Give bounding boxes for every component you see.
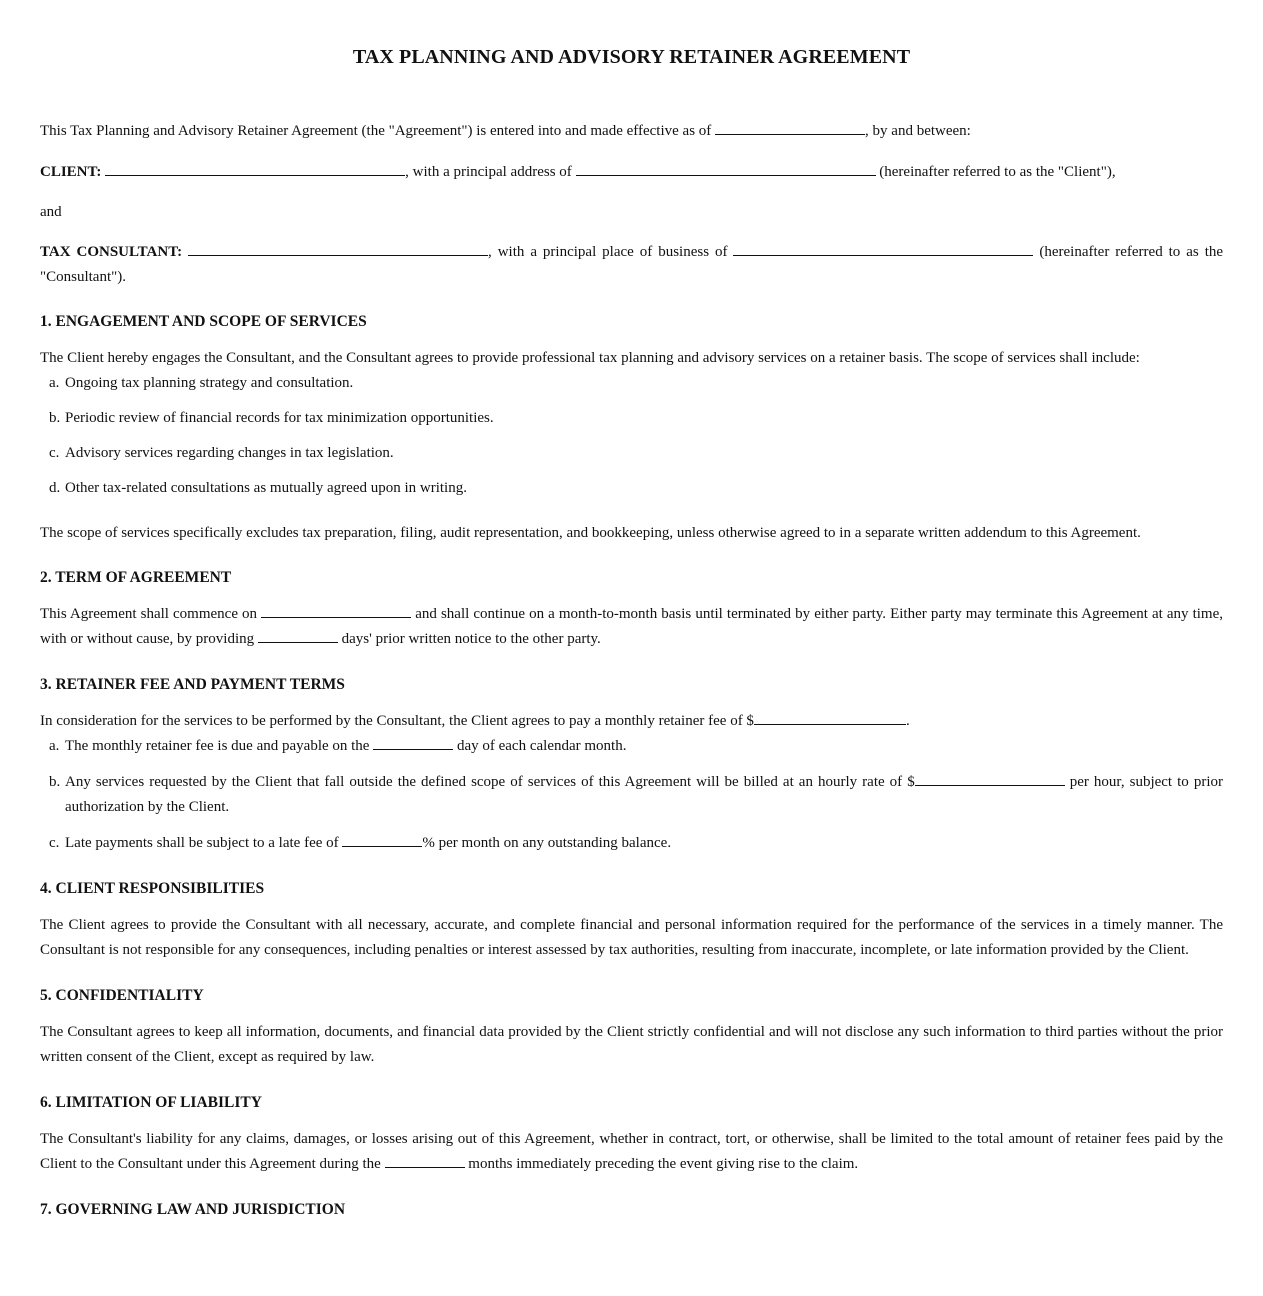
list-marker: b. [49, 774, 61, 790]
section-5-body: The Consultant agrees to keep all information, documents, and financial data provided by the Client strictly confidential and will not disclose any such information to third parties without the prior written consent of the Client, except as required by law. [40, 1024, 1223, 1065]
list-item-text: Ongoing tax planning strategy and consultation. [65, 375, 354, 391]
consultant-end-text: (hereinafter referred to as the "Consultant"). [40, 244, 1224, 285]
list-item-text-end: day of each calendar month. [453, 738, 627, 754]
consultant-address-blank[interactable] [733, 241, 1033, 256]
due-day-blank[interactable] [373, 735, 453, 750]
liability-months-blank[interactable] [385, 1153, 465, 1168]
section-1-heading: 1. ENGAGEMENT AND SCOPE OF SERVICES [40, 313, 367, 330]
liability-text-end: months immediately preceding the event giving rise to the claim. [464, 1156, 859, 1172]
section-6-heading: 6. LIMITATION OF LIABILITY [40, 1094, 262, 1111]
list-marker: b. [49, 410, 61, 426]
section-3-body [40, 709, 1223, 734]
list-item [40, 734, 1223, 759]
notice-days-blank[interactable] [258, 628, 338, 643]
list-item [40, 371, 1223, 396]
scope-exclusion: The scope of services specifically excludes tax preparation, filing, audit representation, and bookkeeping, unless otherwise agreed to in a separate written addendum to this Agreement. [40, 525, 1141, 541]
section-2-body [40, 602, 1223, 652]
payment-terms-list [40, 734, 1223, 856]
client-name-blank[interactable] [105, 161, 405, 176]
list-item-text: Other tax-related consultations as mutually agreed upon in writing. [65, 480, 467, 496]
consultant-paragraph [40, 240, 1223, 290]
hourly-rate-blank[interactable] [915, 771, 1065, 786]
list-item-text-end: % per month on any outstanding balance. [422, 835, 672, 851]
list-item [40, 441, 1223, 466]
term-text-3: days' prior written notice to the other party. [337, 631, 601, 647]
list-item-text: Any services requested by the Client that fall outside the defined scope of services of this Agreement will be billed at an hourly rate of $ [65, 774, 915, 790]
client-end-text: (hereinafter referred to as the "Client"), [875, 164, 1116, 180]
list-item [40, 406, 1223, 431]
section-4-heading: 4. CLIENT RESPONSIBILITIES [40, 880, 265, 897]
section-2-heading: 2. TERM OF AGREEMENT [40, 569, 232, 586]
term-text-1: This Agreement shall commence on [40, 606, 262, 622]
effective-date-blank[interactable] [715, 120, 865, 135]
client-label: CLIENT: [40, 164, 102, 180]
commence-date-blank[interactable] [261, 603, 411, 618]
consultant-label: TAX CONSULTANT: [40, 244, 183, 260]
client-mid-text: , with a principal address of [405, 164, 576, 180]
intro-text: This Tax Planning and Advisory Retainer Agreement (the "Agreement") is entered into and made effective as of [40, 123, 716, 139]
client-address-blank[interactable] [576, 161, 876, 176]
and-text: and [40, 204, 62, 220]
list-item-text: Periodic review of financial records for tax minimization opportunities. [65, 410, 494, 426]
consultant-name-blank[interactable] [188, 241, 488, 256]
document-title: TAX PLANNING AND ADVISORY RETAINER AGREEMENT [352, 46, 911, 68]
list-marker: a. [49, 738, 60, 754]
client-paragraph [40, 160, 1223, 185]
fee-text: In consideration for the services to be performed by the Consultant, the Client agrees to pay a monthly retainer fee of $ [40, 713, 754, 729]
list-item [40, 476, 1223, 501]
list-marker: c. [49, 835, 60, 851]
consultant-mid-text: , with a principal place of business of [488, 244, 734, 260]
section-5-heading: 5. CONFIDENTIALITY [40, 987, 204, 1004]
section-3-heading: 3. RETAINER FEE AND PAYMENT TERMS [40, 676, 345, 693]
list-item-text-end: per hour, subject to prior authorization by the Client. [65, 774, 1223, 815]
list-marker: c. [49, 445, 60, 461]
list-item-text: The monthly retainer fee is due and payable on the [65, 738, 374, 754]
retainer-fee-blank[interactable] [754, 710, 906, 725]
section-1-body: The Client hereby engages the Consultant, and the Consultant agrees to provide professional tax planning and advisory services on a retainer basis. The scope of services shall include: [40, 350, 1140, 366]
section-7-heading: 7. GOVERNING LAW AND JURISDICTION [40, 1201, 346, 1218]
liability-text: The Consultant's liability for any claims, damages, or losses arising out of this Agreement, whether in contract, tort, or otherwise, shall be limited to the total amount of retainer fees paid by the Client to the Consultant under this Agreement during the [40, 1131, 1223, 1172]
fee-text-end: . [905, 713, 910, 729]
list-item [40, 770, 1223, 820]
list-item-text: Late payments shall be subject to a late fee of [65, 835, 343, 851]
list-marker: d. [49, 480, 61, 496]
intro-text-end: , by and between: [865, 123, 971, 139]
list-marker: a. [49, 375, 60, 391]
term-text-2: and shall continue on a month-to-month basis until terminated by either party. Either party may terminate this Agreement at any time, with or without cause, by providing [40, 606, 1223, 647]
section-4-body: The Client agrees to provide the Consultant with all necessary, accurate, and complete financial and personal information required for the performance of the services in a timely manner. The Consultant is not responsible for any consequences, including penalties or interest assessed by tax authorities, resulting from inaccurate, incomplete, or late information provided by the Client. [40, 917, 1223, 958]
section-6-body [40, 1127, 1223, 1177]
late-fee-blank[interactable] [342, 832, 422, 847]
scope-list [40, 371, 1223, 501]
intro-paragraph [40, 119, 1223, 144]
list-item-text: Advisory services regarding changes in tax legislation. [65, 445, 394, 461]
list-item [40, 831, 1223, 856]
